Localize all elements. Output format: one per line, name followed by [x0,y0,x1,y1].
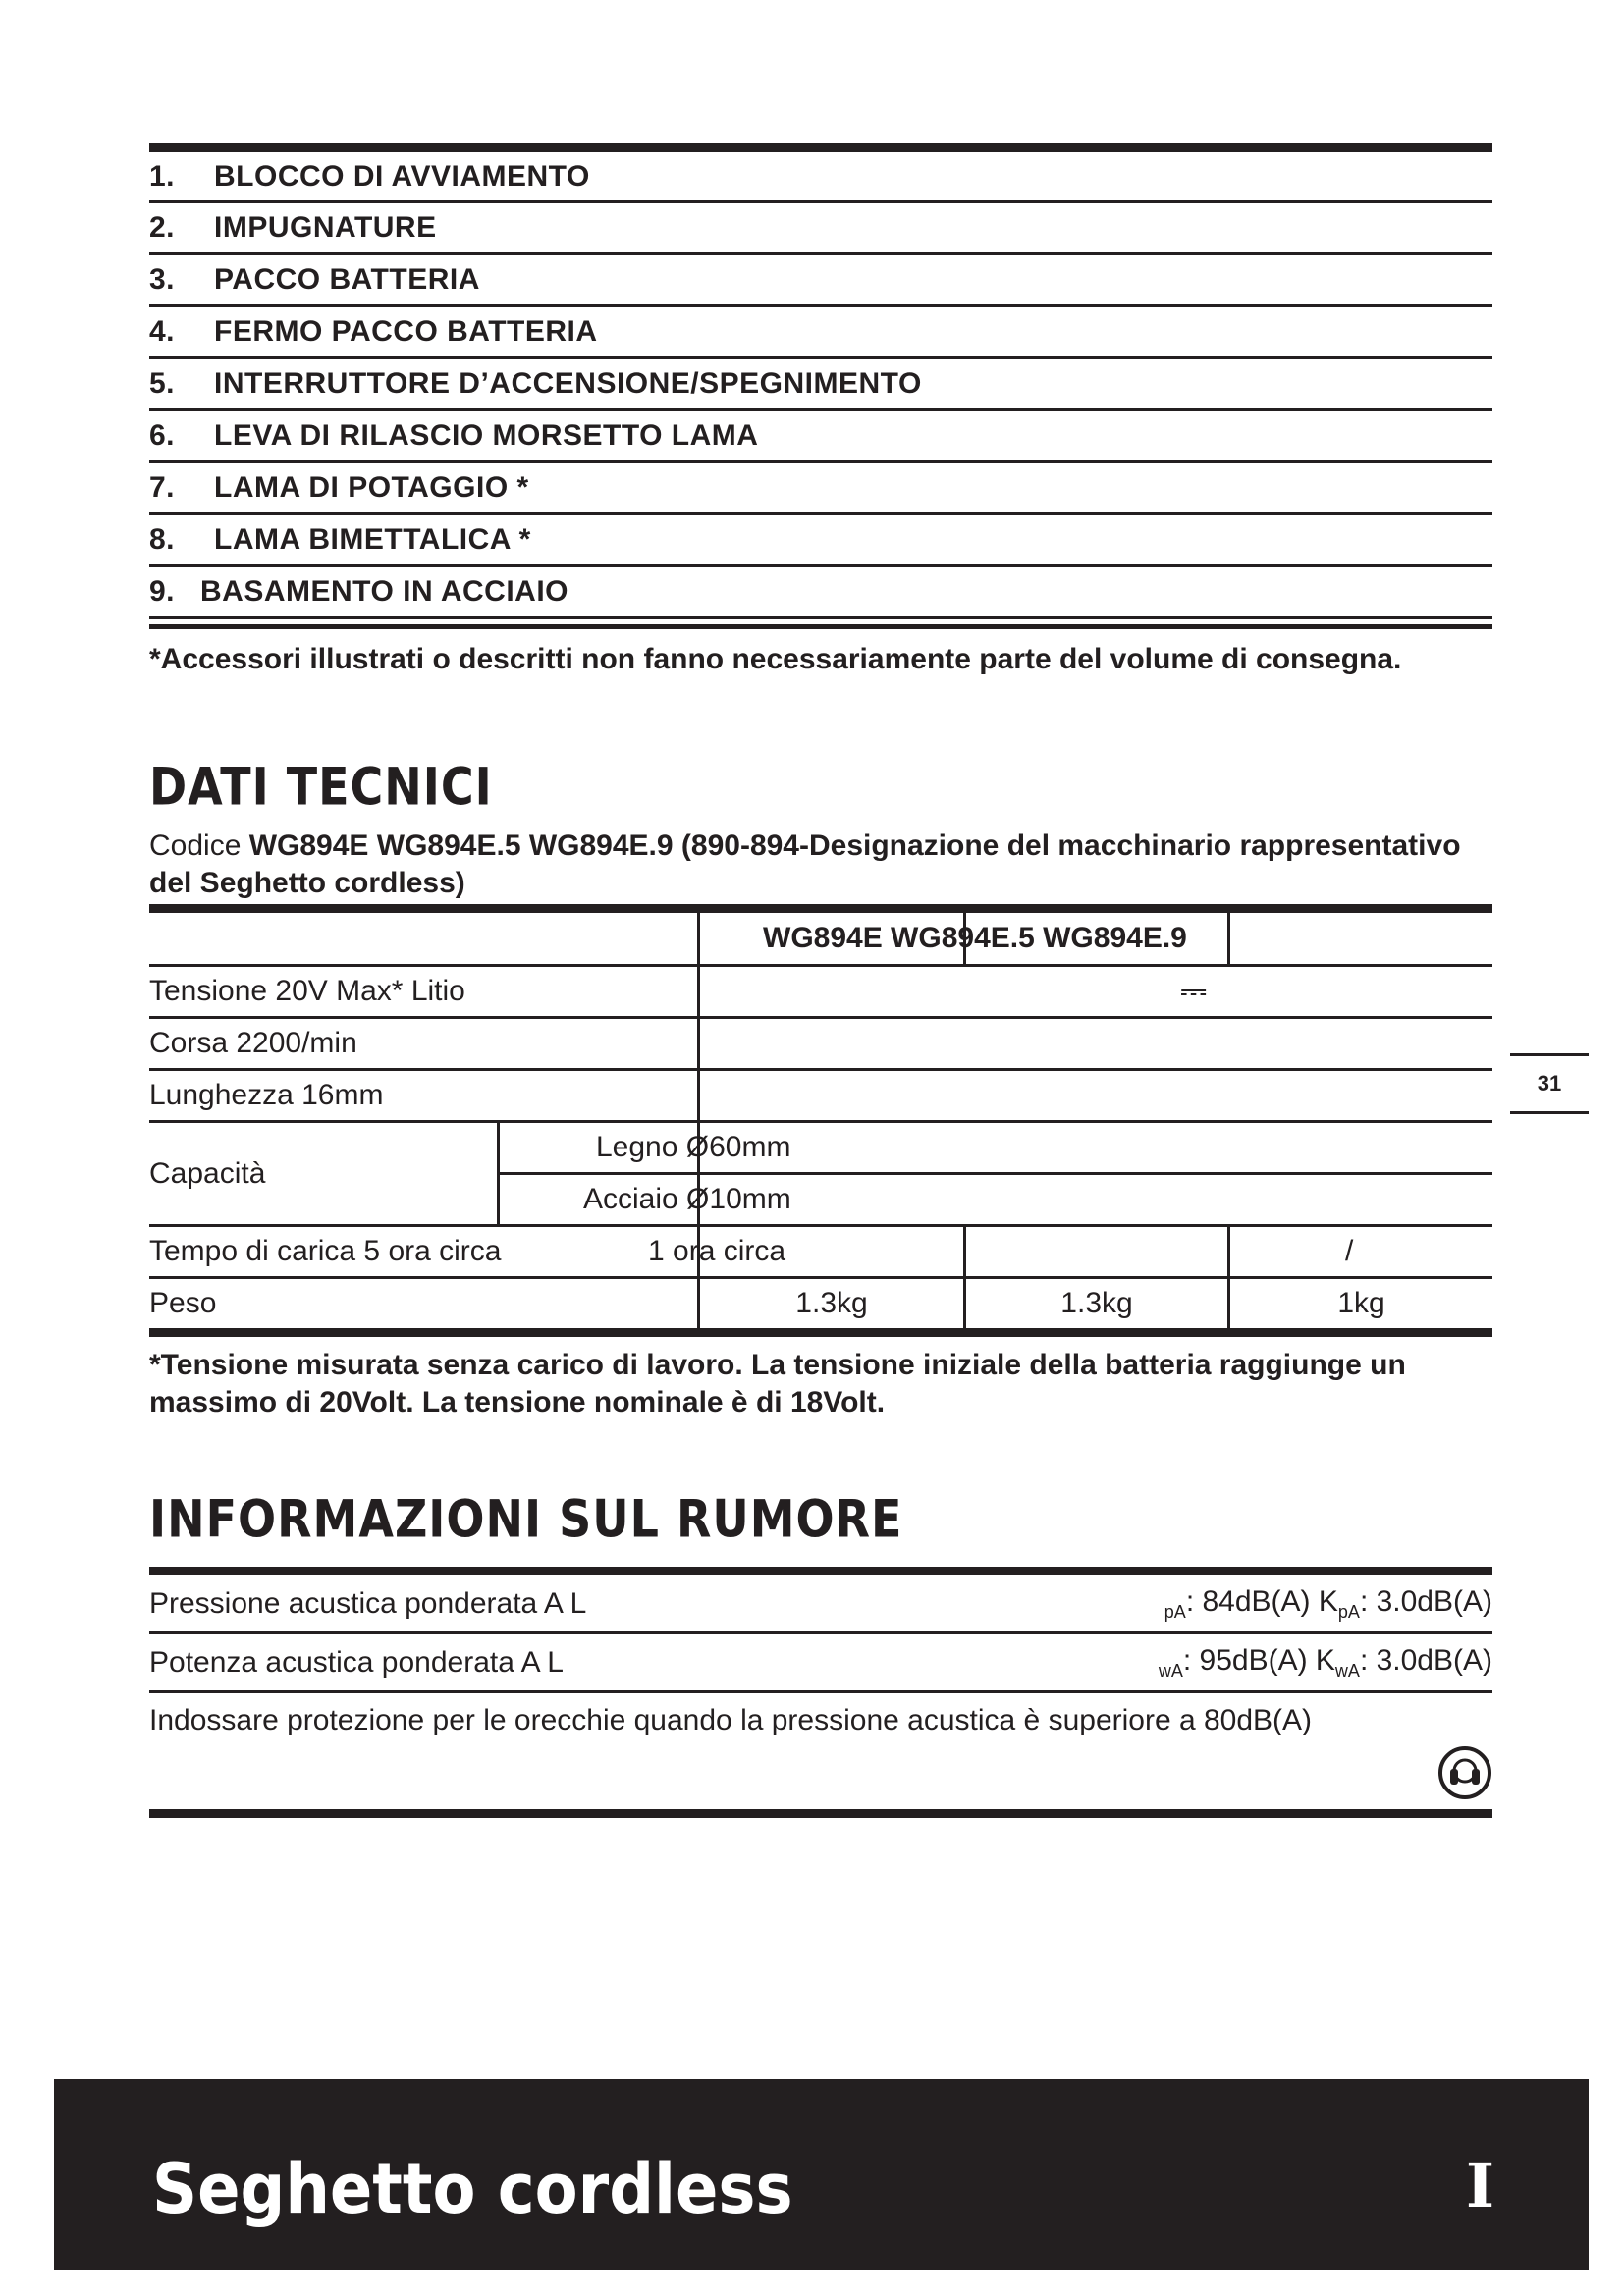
list-item: 9. BASAMENTO IN ACCIAIO [149,567,1492,619]
table-rule [697,913,700,1123]
table-rule [149,1328,1492,1337]
noise-row-potenza: Potenza acustica ponderata A L $_{wA}$: 95dB(A) $K_{wA}$: 3.0dB(A) [149,1643,1492,1681]
row-corsa: Corsa 2200/min [149,1027,357,1059]
footer-bar [54,2079,1589,2270]
peso-value-2: 1.3kg [1060,1287,1133,1319]
table-rule [149,904,1492,913]
top-rule [149,143,1492,152]
section-heading-tech: DATI TECNICI [149,756,493,818]
table-rule [1227,913,1230,967]
table-rule [149,1120,1492,1123]
list-item: 7. LAMA DI POTAGGIO * [149,463,1492,515]
model-code: Codice WG894E WG894E.5 WG894E.9 (890-894-Designazione del macchinario rappresentativo del Seghetto cordless) [149,829,1461,899]
list-item: 4. FERMO PACCO BATTERIA [149,307,1492,359]
capacita-legno: Legno Ø60mm [596,1131,791,1163]
language-code: I [1465,2150,1494,2221]
table-rule [149,1809,1492,1818]
row-capacita: Capacità [149,1156,266,1190]
footer-title: Seghetto cordless [152,2150,793,2230]
row-peso: Peso [149,1287,217,1319]
list-item: 1. BLOCCO DI AVVIAMENTO [149,152,1492,203]
page-number: 31 [1510,1053,1589,1114]
dc-symbol: ⎓ [1180,972,1208,1010]
noise-potenza-value: $_{wA}$: 95dB(A) $K_{wA}$: 3.0dB(A) [1158,1643,1492,1681]
table-rule [149,1567,1492,1575]
tempo-value-3: / [1345,1235,1354,1267]
table-rule [497,1120,500,1227]
ear-protection-icon [1437,1745,1492,1800]
row-tempo: Tempo di carica 5 ora circa [149,1235,502,1267]
list-item: 5. INTERRUTTORE D’ACCENSIONE/SPEGNIMENTO [149,359,1492,411]
noise-row-pressione: Pressione acustica ponderata A L $_{pA}$: 84dB(A) $K_{pA}$: 3.0dB(A) [149,1584,1492,1622]
list-item: 6. LEVA DI RILASCIO MORSETTO LAMA [149,411,1492,463]
row-lunghezza: Lunghezza 16mm [149,1079,384,1111]
section-heading-noise: INFORMAZIONI SUL RUMORE [149,1488,903,1550]
models-header: WG894E WG894E.5 WG894E.9 [763,922,1187,954]
capacita-acciaio: Acciaio Ø10mm [583,1183,791,1215]
noise-pressione-value: $_{pA}$: 84dB(A) $K_{pA}$: 3.0dB(A) [1164,1584,1492,1622]
list-item: 2. IMPUGNATURE [149,203,1492,255]
parts-list [149,152,1492,619]
voltage-footnote: *Tensione misurata senza carico di lavoro. La tensione iniziale della batteria raggiunge un massimo di 20Volt. La tensione nominale è di 18Volt. [149,1349,1406,1418]
peso-value-3: 1kg [1337,1287,1385,1319]
list-item: 3. PACCO BATTERIA [149,255,1492,307]
parts-bottom-rule [149,624,1492,629]
accessories-note: *Accessori illustrati o descritti non fanno necessariamente parte del volume di consegna. [149,643,1402,675]
peso-value-1: 1.3kg [795,1287,868,1319]
tempo-value: 1 ora circa [648,1235,786,1267]
noise-warning: Indossare protezione per le orecchie quando la pressione acustica è superiore a 80dB(A) [149,1704,1313,1736]
table-rule [149,1690,1492,1693]
list-item: 8. LAMA BIMETTALICA * [149,515,1492,567]
row-tensione: Tensione 20V Max* Litio [149,975,465,1007]
